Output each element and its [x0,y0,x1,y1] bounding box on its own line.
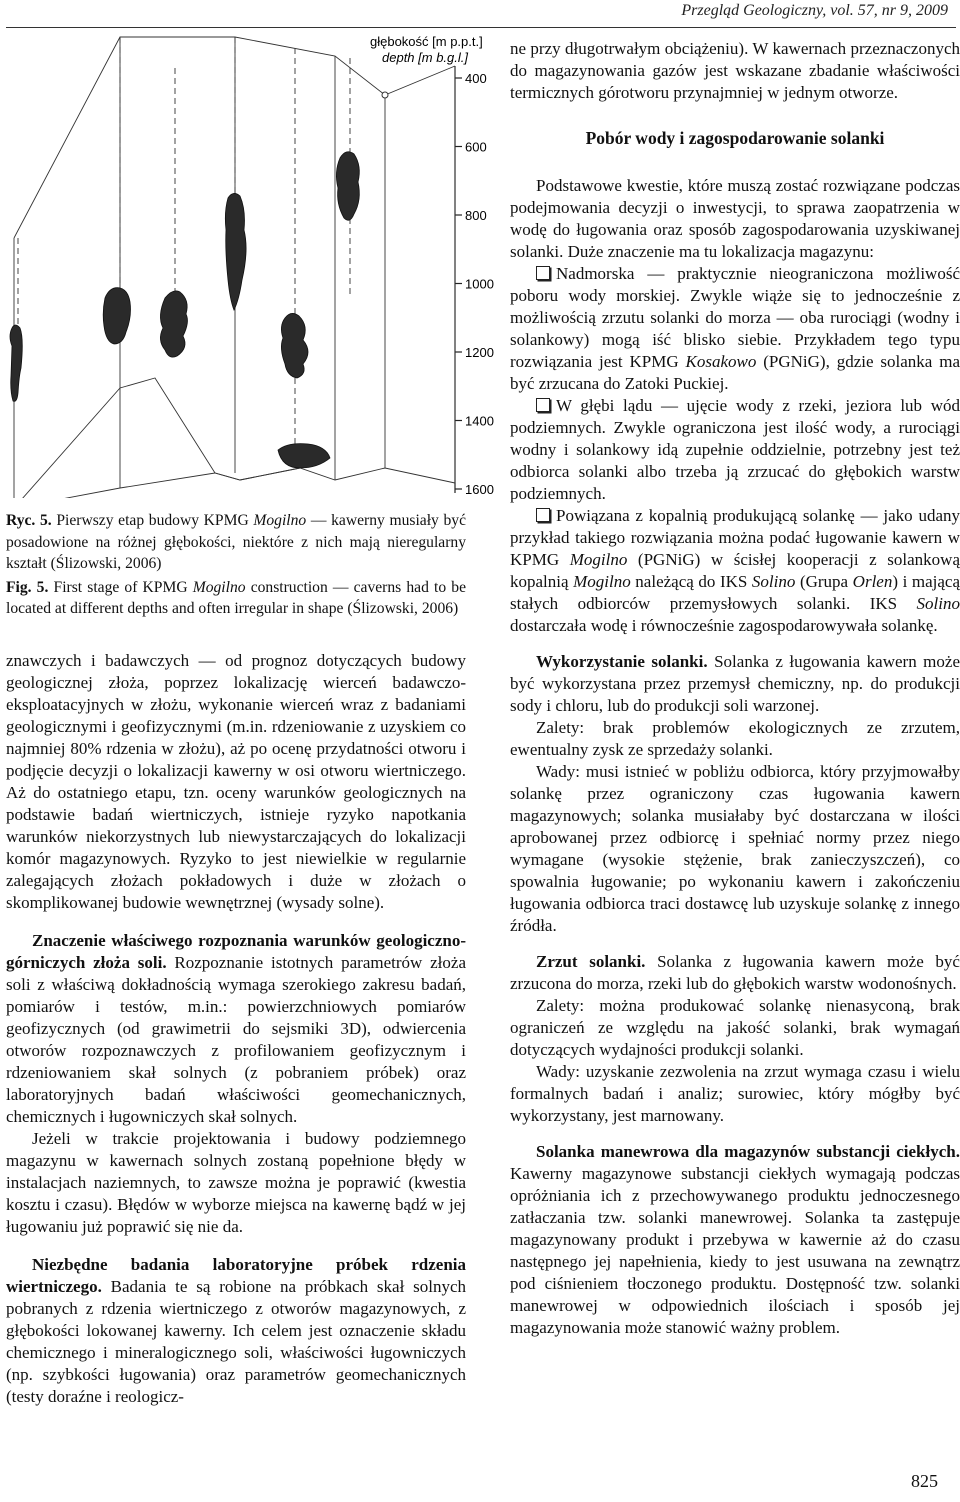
right-paragraph-manewrowa [510,1141,960,1339]
checkbox-bullet-icon [536,508,550,522]
depth-tick-label: 1600 [465,482,494,497]
depth-tick-label: 1000 [465,276,494,292]
bullet-kopalnia-text-b: (PGNiG) w ścisłej kooperacji z solankową kopalnią [510,550,960,591]
section-heading-zrzut: Zrzut solanki. [536,952,646,971]
left-paragraph-4-text: Badania te są robione na próbkach skał solnych pobranych z rdzenia wiertniczego z otworów magazynowych, z głębokości lokowanej kawerny. Ich celem jest oznaczenie składu chemicznego i mineralogicznego soli, właściwości ługowniczych (np. szybkości ługowania) oraz parametrów geomechanicznych (testy doraźne i reologicz- [6,1277,466,1406]
depth-tick-label: 1200 [465,345,494,360]
journal-header: Przegląd Geologiczny, vol. 57, nr 9, 2009 [681,2,948,19]
bullet-kopalnia-text-c: należącą do IKS [630,572,752,591]
left-paragraph-3: Jeżeli w trakcie projektowania i budowy podziemnego magazynu w kawernach solnych zostaną popełnione błędy w instalacjach naziemnych, to zawsze można je poprawić (kwestia kosztu i czasu). Błędów w wyborze miejsca na kawernę bądź w jej ługowaniu już poprawić się nie da. [6,1129,466,1236]
bullet-kopalnia-text-f: dostarczała wodę i równocześnie zagospodarowywała solankę. [510,616,938,635]
bullet-kopalnia [510,505,960,637]
figure-caption-en [6,577,466,620]
bullet-glab-ladu-text: W głębi lądu — ujęcie wody z rzeki, jeziora lub wód podziemnych. Zwykle ograniczona jest ilość wody, a rurociągi wodny i solankowy idą zupełnie oddzielnie, potrzebny jest też odbiorca solanki albo trzeba ją zrzucać do głębokich warstw podziemnych. [510,396,960,503]
cavern-3 [160,291,187,357]
section-heading-badania: Niezbędne badania laboratoryjne próbek rdzenia wiertniczego. [6,1255,466,1296]
checkbox-bullet-icon [536,266,550,280]
depth-ticks [455,71,494,497]
caption-pl-text-b: — kawerny musiały być posadowione na różnej głębokości, niektóre z nich mają nieregularny kształt (Ślizowski, 2006) [6,512,466,572]
bullet-kopalnia-text-e: ) i mającą stałych odbiorców przemysłowych solanki. IKS [510,572,960,613]
right-paragraph-zalety-1: Zalety: brak problemów ekologicznych ze zrzutem, ewentualny zysk ze sprzedaży solanki. [510,718,960,759]
caption-en-text-a: First stage of KPMG [48,578,193,596]
right-paragraph-zrzut-text: Solanka z ługowania kawern może być zrzucona do morza, rzeki lub do głębokich warstw wodonośnych. [510,952,960,993]
axis-label-pl: głębokość [m p.p.t.] [370,34,483,49]
cavern-2 [103,288,130,344]
depth-tick-label: 600 [465,139,487,155]
depth-tick-label: 400 [465,71,487,86]
cavern-1 [10,325,22,401]
caption-pl-text-a: Pierwszy etap budowy KPMG [51,512,254,529]
bullet-kopalnia-text-d: (Grupa [795,572,853,591]
bullet-kopalnia-em-2: Mogilno [573,572,631,591]
bullet-glab-ladu [510,395,960,505]
bullet-kopalnia-em-3: Solino [751,572,796,591]
well-lines [18,37,350,448]
section-heading-wykorzystanie: Wykorzystanie solanki. [536,652,708,671]
bullet-kopalnia-em-4: Orlen [852,572,893,591]
bullet-nadmorska [510,263,960,395]
caption-pl-lead: Ryc. 5. [6,512,52,529]
bullet-kopalnia-em-5: Solino [916,594,960,613]
figure-caption-pl [6,510,466,575]
page-number: 825 [911,1471,938,1491]
right-paragraph-wady-2: Wady: uzyskanie zezwolenia na zrzut wymaga czasu i wielu formalnych badań i analiz; surowiec, który mógłby być wykorzystany, jest marnowany. [510,1062,960,1125]
checkbox-bullet-icon [536,398,550,412]
caption-en-emphasis: Mogilno [192,578,246,596]
bullet-nadmorska-emphasis: Kosakowo [685,352,757,371]
right-paragraph-zrzut [510,951,960,995]
right-paragraph-wykorzystanie [510,651,960,717]
wellhead-marker [382,92,388,98]
section-heading-manewrowa: Solanka manewrowa dla magazynów substancji ciekłych. [536,1142,960,1161]
left-paragraph-4 [6,1254,466,1408]
right-paragraph-1: Podstawowe kwestie, które muszą zostać rozwiązane podczas podejmowania decyzji o inwestycji, to sprawa zaopatrzenia w wodę do ługowania oraz sposób zagospodarowania uzyskiwanej solanki. Duże znaczenie ma tu lokalizacja magazynu: [510,176,960,261]
right-paragraph-0: ne przy długotrwałym obciążeniu). W kawernach przeznaczonych do magazynowania gazów jest wskazane zbadanie właściwości termicznych górotworu przynajmniej w jednym otworze. [510,39,960,102]
caverns [10,152,359,468]
right-paragraph-zalety-2: Zalety: można produkować solankę nienasyconą, brak ograniczeń ze względu na jakość solanki, brak wymagań dotyczących wydajności produkcji solanki. [510,996,960,1059]
depth-tick-label: 1400 [465,413,494,429]
caption-pl-emphasis: Mogilno [253,512,307,529]
right-paragraph-wykorzystanie-text: Solanka z ługowania kawern może być wykorzystana przez przemysł chemiczny, np. do produkcji sody i chloru, lub do produkcji soli warzonej. [510,652,960,715]
bullet-nadmorska-text-a: Nadmorska — praktycznie nieograniczona możliwość poboru wody morskiej. Zwykle wiąże się to jednocześnie z możliwością zrzutu solanki do morza — oba rurociągi (wodny i solankowy) mogą iść blisko siebie. Przykładem tego typu rozwiązania jest KPMG [510,264,960,371]
caption-en-lead: Fig. 5. [6,578,49,596]
bullet-nadmorska-text-b: (PGNiG), gdzie solanka ma być zrzucana do Zatoki Puckiej. [510,352,960,393]
section-heading-pobor-wody: Pobór wody i zagospodarowanie solanki [585,128,885,148]
bullet-kopalnia-em-1: Mogilno [569,550,628,569]
right-paragraph-wady-1: Wady: musi istnieć w pobliżu odbiorca, który przyjmowałby solankę przez ograniczony czas ługowania kawern magazynowych; solanka musiałaby być dostarczana w ilości aprobowanej przez odbiorcę i spełniać normy przez niego wymagane (wysokie stężenie, brak zanieczyszczeń), co spowalnia ługowanie; po wykonaniu kawern i zakończeniu ługowania odbiorca traci dostawcę lub uzyskuje solankę z innego źródła. [510,762,960,935]
cavern-5 [281,313,308,378]
bullet-kopalnia-text-a: Powiązana z kopalnią produkującą solankę — jako udany przykład takiego rozwiązania można podać ługowanie kawern w KPMG [510,506,960,569]
right-paragraph-manewrowa-text: Kawerny magazynowe substancji ciekłych wymagają podczas opróżniania ich z przechowywanego produktu jednoczesnego zatłaczania tzw. solanki manewrowej. Solanka ta zastępuje magazynowany produkt i przebywa w kawernie aż do czasu następnego jej napełnienia, kiedy to jest usuwana na zewnątrz pod ciśnieniem tłoczonego produktu. Dostępność tzw. solanki manewrowej w odpowiednich ilościach i sposób jej magazynowania może stanowić ważny problem. [510,1164,960,1337]
left-paragraph-2-text: Rozpoznanie istotnych parametrów złoża soli z właściwą dokładnością wymaga szerokiego zakresu badań, pomiarów i testów, m.in.: powierzchniowych pomiarów geofizycznych (od grawimetrii do sejsmiki 3D), odwiercenia otworów rozpoznawczych z profilowaniem geofizycznym i rdzeniowaniem skał solnych (z pobraniem próbek) oraz laboratoryjnych badań właściwości geomechanicznych, chemicznych i ługowniczych skał solnych. [6,953,466,1126]
left-paragraph-2 [6,930,466,1128]
section-heading-rozpoznanie: Znaczenie właściwego rozpoznania warunków geologiczno-górniczych złoża soli. [6,931,466,972]
axis-label-en: depth [m b.g.l.] [382,50,468,65]
left-paragraph-1: znawczych i badawczych — od prognoz dotyczących budowy geologicznej złoża, poprzez lokalizację wierceń badawczo-eksploatacyjnych w złożu, wykonanie wierceń wraz z badaniami geologicznymi i geofizycznymi (m.in. rdzeniowanie z uzyskiem co najmniej 80% rdzenia w złożu), aż po ocenę przydatności otworu i podjęcie decyzji o lokalizacji kawerny w osi otworu wiertniczego. Aż do ostatniego etapu, tzn. oceny warunków geologicznych na podstawie badań wiertniczych, istnieje ryzyko napotkania warunków niekorzystnych lub niewystarczających do lokalizacji komór magazynowych. Ryzyko to jest niewielkie w regularnie zalegających złożach pokładowych i duże w złożach o skomplikowanej budowie wewnętrznej (wysady solne). [6,651,466,912]
depth-tick-label: 800 [465,208,487,223]
caption-en-text-b: construction — caverns had to be located at different depths and often irregular in shape (Ślizowski, 2006) [6,578,466,617]
cavern-4 [225,193,246,310]
cavern-7 [278,444,330,468]
cavern-6 [336,152,359,221]
cavern-depth-figure [0,28,500,498]
